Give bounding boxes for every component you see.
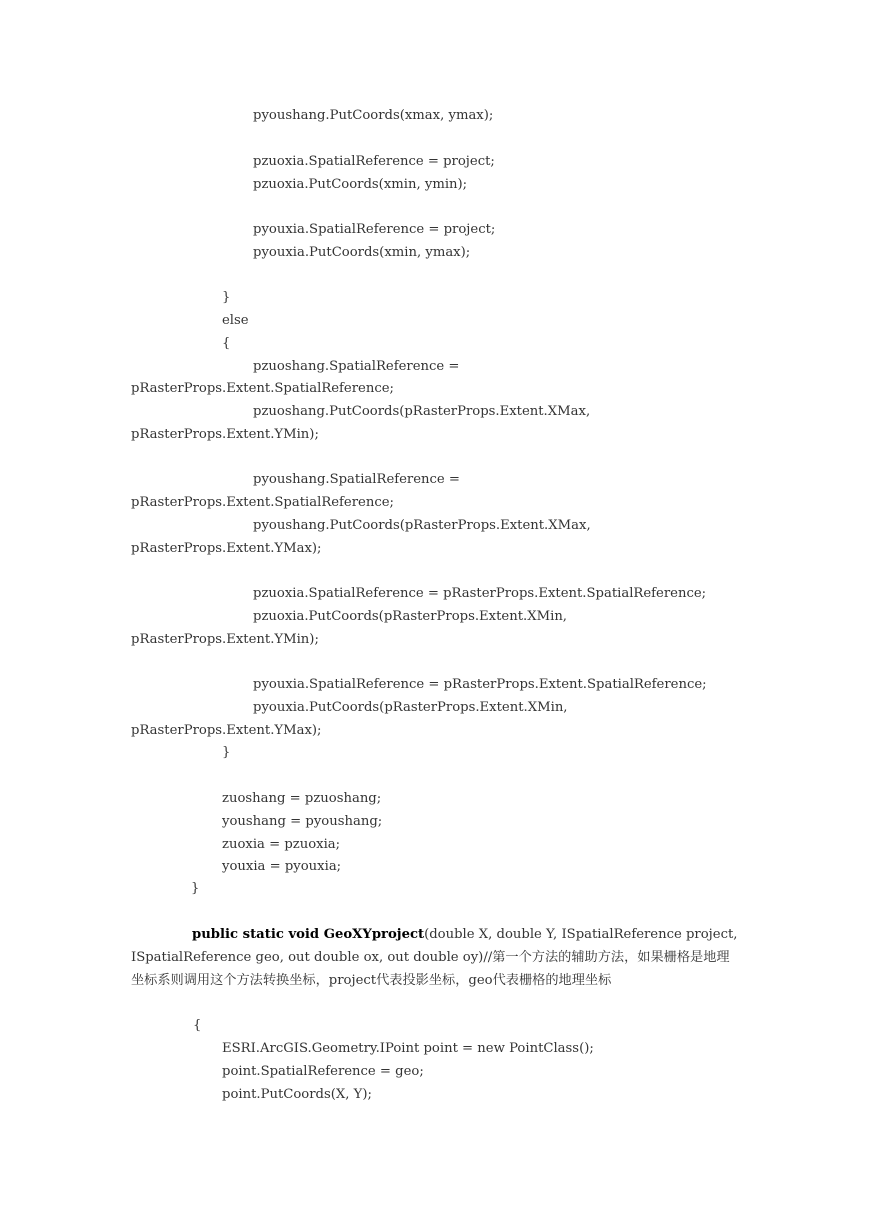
- method-parameters-and-comment: (double X, double Y, ISpatialReference project, ISpatialReference geo, out double ox, out double oy)//第一个方法的辅助方法，如果栅格是地理坐标系则调用这个方法转换坐标，project代表投影坐标，geo代表栅格的地理坐标: [131, 927, 738, 988]
- code-line: pzuoxia.PutCoords(pRasterProps.Extent.XMin,: [253, 609, 568, 624]
- code-line: }: [222, 290, 231, 305]
- code-line: youshang = pyoushang;: [222, 814, 383, 829]
- code-line: pyoushang.PutCoords(xmax, ymax);: [253, 108, 494, 123]
- code-line: point.SpatialReference = geo;: [222, 1064, 424, 1079]
- code-line: pRasterProps.Extent.SpatialReference;: [131, 381, 394, 396]
- code-line: }: [222, 745, 231, 760]
- code-line: {: [193, 1018, 202, 1033]
- code-line: pzuoxia.SpatialReference = project;: [253, 154, 495, 169]
- code-line: pzuoxia.PutCoords(xmin, ymin);: [253, 177, 468, 192]
- code-line: zuoshang = pzuoshang;: [222, 791, 382, 806]
- code-line: else: [222, 313, 249, 328]
- code-line: youxia = pyouxia;: [222, 859, 342, 874]
- code-line: pyoushang.PutCoords(pRasterProps.Extent.XMax,: [253, 518, 591, 533]
- code-line: pzuoxia.SpatialReference = pRasterProps.Extent.SpatialReference;: [253, 586, 707, 601]
- code-line: pRasterProps.Extent.SpatialReference;: [131, 495, 394, 510]
- code-line: pzuoshang.SpatialReference =: [253, 359, 460, 374]
- code-line: pRasterProps.Extent.YMin);: [131, 632, 319, 647]
- method-signature: [131, 924, 741, 992]
- code-line: zuoxia = pzuoxia;: [222, 837, 341, 852]
- code-line: pyoushang.SpatialReference =: [253, 472, 460, 487]
- code-line: point.PutCoords(X, Y);: [222, 1087, 372, 1102]
- code-line: {: [222, 336, 231, 351]
- code-line: pRasterProps.Extent.YMax);: [131, 723, 322, 738]
- code-line: pyouxia.SpatialReference = pRasterProps.Extent.SpatialReference;: [253, 677, 707, 692]
- code-line: pRasterProps.Extent.YMin);: [131, 427, 319, 442]
- code-line: pzuoshang.PutCoords(pRasterProps.Extent.XMax,: [253, 404, 591, 419]
- code-line: pyouxia.PutCoords(xmin, ymax);: [253, 245, 471, 260]
- code-line: pRasterProps.Extent.YMax);: [131, 541, 322, 556]
- code-line: }: [191, 881, 200, 896]
- code-line: pyouxia.PutCoords(pRasterProps.Extent.XMin,: [253, 700, 568, 715]
- method-keywords: public static void GeoXYproject: [192, 927, 425, 942]
- code-line: ESRI.ArcGIS.Geometry.IPoint point = new PointClass();: [222, 1041, 594, 1056]
- code-line: pyouxia.SpatialReference = project;: [253, 222, 496, 237]
